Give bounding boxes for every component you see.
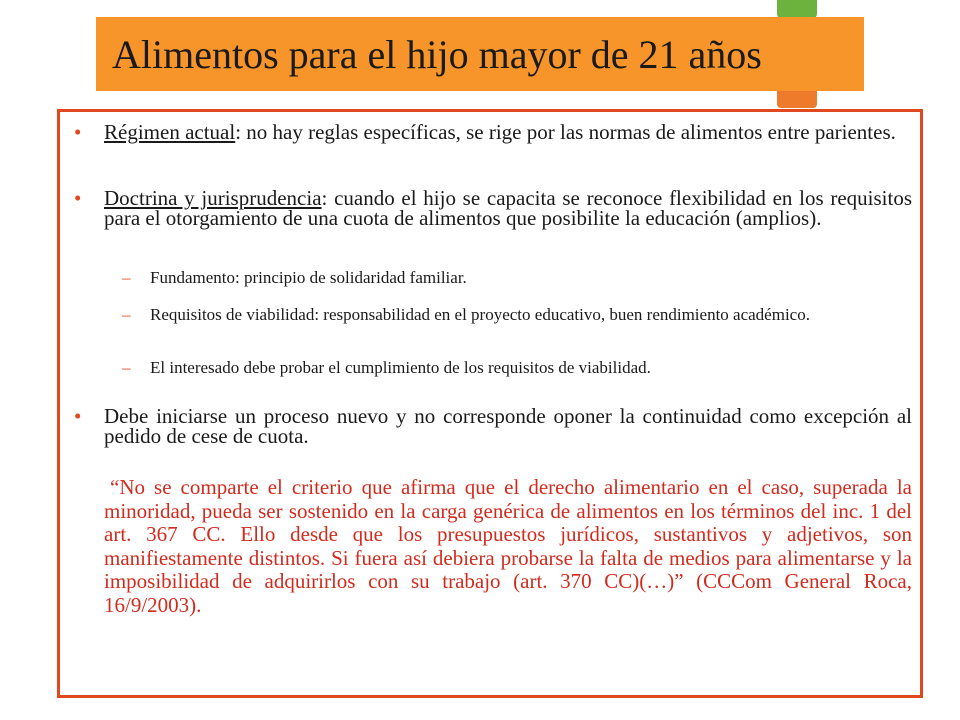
bullet-marker: • [74, 120, 82, 144]
bullet-doctrina [74, 186, 913, 230]
bullet-marker: • [74, 186, 82, 210]
sub-item-text: Fundamento: principio de solidaridad familiar. [150, 268, 467, 287]
sub-marker: – [122, 268, 131, 287]
bullet-proceso-nuevo [74, 404, 912, 448]
slide-title: Alimentos para el hijo mayor de 21 años [112, 32, 762, 77]
content-frame [57, 109, 923, 698]
sub-item-text: Requisitos de viabilidad: responsabilidad en el proyecto educativo, buen rendimiento académico. [150, 305, 810, 324]
accent-tab-green [777, 0, 817, 18]
slide-content [60, 112, 920, 695]
sub-item-text: El interesado debe probar el cumplimiento de los requisitos de viabilidad. [150, 358, 651, 377]
bullet-lead: Doctrina y jurisprudencia [104, 186, 322, 210]
jurisprudence-quote: “No se comparte el criterio que afirma que el derecho alimentario en el caso, superada la minoridad, pueda ser sostenido en la carga genérica de alimentos en los términos del inc. 1 del art. 367 CC. Ello desde que los presupuestos jurídicos, sustantivos y adjetivos, son manifiestamente distintos. Si fuera así debiera probarse la falta de medios para alimentarse y la imposibilidad de adquirirlos con su trabajo (art. 370 CC)(…)” (CCCom General Roca, 16/9/2003). [104, 475, 912, 617]
bullet-text: : no hay reglas específicas, se rige por las normas de alimentos entre parientes. [235, 120, 896, 144]
sub-item-requisitos [122, 305, 912, 324]
sub-marker: – [122, 358, 131, 377]
bullet-text: : cuando el hijo se capacita se reconoce flexibilidad en los requisitos para el otorgamiento de una cuota de alimentos que posibilite la educación (amplios). [104, 186, 913, 230]
title-bar [96, 17, 864, 91]
bullet-marker: • [74, 404, 82, 428]
sub-marker: – [122, 305, 131, 324]
bullet-lead: Régimen actual [104, 120, 236, 144]
bullet-text: Debe iniciarse un proceso nuevo y no corresponde oponer la continuidad como excepción al pedido de cese de cuota. [104, 404, 912, 448]
sub-item-interesado [122, 358, 912, 377]
sub-item-fundamento [122, 268, 912, 287]
bullet-regimen-actual [74, 120, 912, 144]
